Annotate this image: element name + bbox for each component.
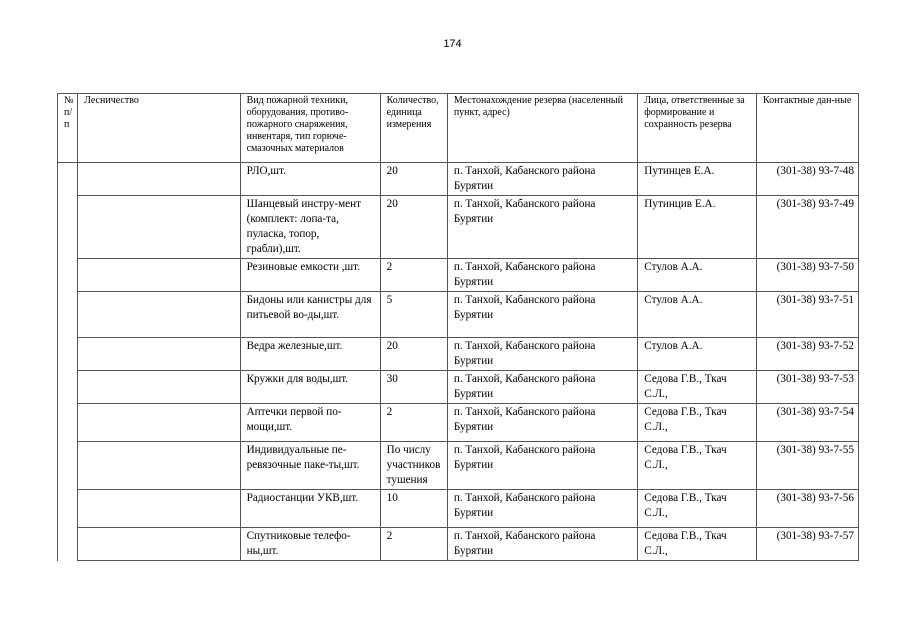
table-row bbox=[58, 528, 859, 561]
header-quantity: Количество, единица измерения bbox=[380, 94, 447, 163]
row-person-cell: Стулов А.А. bbox=[638, 292, 757, 338]
row-phone-cell: (301-38) 93-7-51 bbox=[757, 292, 859, 338]
row-num-cell bbox=[58, 338, 78, 371]
row-num-cell bbox=[58, 292, 78, 338]
row-qty-cell: 20 bbox=[380, 338, 447, 371]
row-location-cell: п. Танхой, Кабанского района Бурятии bbox=[447, 528, 637, 561]
row-phone-cell: (301-38) 93-7-57 bbox=[757, 528, 859, 561]
row-phone-cell: (301-38) 93-7-53 bbox=[757, 371, 859, 404]
table-row bbox=[58, 292, 859, 338]
row-person-cell: Седова Г.В., Ткач С.Л., bbox=[638, 371, 757, 404]
table-row bbox=[58, 442, 859, 490]
row-num-cell bbox=[58, 163, 78, 196]
row-forestry-cell bbox=[78, 338, 240, 371]
row-item-cell: РЛО,шт. bbox=[240, 163, 380, 196]
row-forestry-cell bbox=[78, 259, 240, 292]
row-phone-cell: (301-38) 93-7-52 bbox=[757, 338, 859, 371]
row-phone-cell: (301-38) 93-7-56 bbox=[757, 490, 859, 528]
row-qty-cell: 2 bbox=[380, 259, 447, 292]
page-number: 174 bbox=[443, 38, 462, 50]
row-num-cell bbox=[58, 371, 78, 404]
row-qty-cell: 2 bbox=[380, 528, 447, 561]
header-contacts: Контактные дан-ные bbox=[757, 94, 859, 163]
row-qty-cell: 20 bbox=[380, 196, 447, 259]
row-num-cell bbox=[58, 196, 78, 259]
row-location-cell: п. Танхой, Кабанского района Бурятии bbox=[447, 259, 637, 292]
row-qty-cell: По числу участников тушения bbox=[380, 442, 447, 490]
table-row bbox=[58, 259, 859, 292]
row-location-cell: п. Танхой, Кабанского района Бурятии bbox=[447, 404, 637, 442]
row-location-cell: п. Танхой, Кабанского района Бурятии bbox=[447, 338, 637, 371]
row-item-cell: Аптечки первой по-мощи,шт. bbox=[240, 404, 380, 442]
row-qty-cell: 2 bbox=[380, 404, 447, 442]
row-num-cell bbox=[58, 259, 78, 292]
row-location-cell: п. Танхой, Кабанского района Бурятии bbox=[447, 292, 637, 338]
row-location-cell: п. Танхой, Кабанского района Бурятии bbox=[447, 371, 637, 404]
row-phone-cell: (301-38) 93-7-54 bbox=[757, 404, 859, 442]
row-item-cell: Радиостанции УКВ,шт. bbox=[240, 490, 380, 528]
row-phone-cell: (301-38) 93-7-49 bbox=[757, 196, 859, 259]
table-row bbox=[58, 338, 859, 371]
row-phone-cell: (301-38) 93-7-48 bbox=[757, 163, 859, 196]
row-location-cell: п. Танхой, Кабанского района Бурятии bbox=[447, 490, 637, 528]
row-num-cell bbox=[58, 490, 78, 528]
row-phone-cell: (301-38) 93-7-55 bbox=[757, 442, 859, 490]
row-location-cell: п. Танхой, Кабанского района Бурятии bbox=[447, 442, 637, 490]
table-row bbox=[58, 404, 859, 442]
header-responsible: Лица, ответственные за формирование и сохранность резерва bbox=[638, 94, 757, 163]
header-num: № п/п bbox=[58, 94, 78, 163]
row-item-cell: Ведра железные,шт. bbox=[240, 338, 380, 371]
table-row bbox=[58, 163, 859, 196]
header-location: Местонахождение резерва (населенный пункт, адрес) bbox=[447, 94, 637, 163]
row-num-cell bbox=[58, 442, 78, 490]
row-location-cell: п. Танхой, Кабанского района Бурятии bbox=[447, 196, 637, 259]
row-num-cell bbox=[58, 528, 78, 561]
row-forestry-cell bbox=[78, 528, 240, 561]
row-person-cell: Стулов А.А. bbox=[638, 338, 757, 371]
row-qty-cell: 20 bbox=[380, 163, 447, 196]
row-person-cell: Седова Г.В., Ткач С.Л., bbox=[638, 528, 757, 561]
row-phone-cell: (301-38) 93-7-50 bbox=[757, 259, 859, 292]
row-person-cell: Путинцев Е.А. bbox=[638, 163, 757, 196]
row-forestry-cell bbox=[78, 490, 240, 528]
row-person-cell: Седова Г.В., Ткач С.Л., bbox=[638, 490, 757, 528]
table-header-row bbox=[58, 94, 859, 163]
table-row bbox=[58, 196, 859, 259]
row-item-cell: Спутниковые телефо-ны,шт. bbox=[240, 528, 380, 561]
header-equipment-type: Вид пожарной техники, оборудования, противо-пожарного снаряжения, инвентаря, тип горюче-смазочных материалов bbox=[240, 94, 380, 163]
row-person-cell: Седова Г.В., Ткач С.Л., bbox=[638, 404, 757, 442]
table-row bbox=[58, 371, 859, 404]
table-row bbox=[58, 490, 859, 528]
row-forestry-cell bbox=[78, 442, 240, 490]
row-person-cell: Седова Г.В., Ткач С.Л., bbox=[638, 442, 757, 490]
header-forestry: Лесничество bbox=[78, 94, 240, 163]
table-body bbox=[58, 163, 859, 561]
row-forestry-cell bbox=[78, 163, 240, 196]
row-qty-cell: 30 bbox=[380, 371, 447, 404]
fire-equipment-reserve-table bbox=[57, 93, 859, 561]
row-qty-cell: 5 bbox=[380, 292, 447, 338]
row-item-cell: Резиновые емкости ,шт. bbox=[240, 259, 380, 292]
row-forestry-cell bbox=[78, 292, 240, 338]
row-forestry-cell bbox=[78, 196, 240, 259]
row-item-cell: Кружки для воды,шт. bbox=[240, 371, 380, 404]
row-person-cell: Стулов А.А. bbox=[638, 259, 757, 292]
row-num-cell bbox=[58, 404, 78, 442]
row-item-cell: Индивидуальные пе-ревязочные паке-ты,шт. bbox=[240, 442, 380, 490]
row-item-cell: Шанцевый инстру-мент (комплект: лопа-та, пуласка, топор, грабли),шт. bbox=[240, 196, 380, 259]
row-qty-cell: 10 bbox=[380, 490, 447, 528]
row-person-cell: Путинцив Е.А. bbox=[638, 196, 757, 259]
row-forestry-cell bbox=[78, 371, 240, 404]
row-forestry-cell bbox=[78, 404, 240, 442]
row-item-cell: Бидоны или канистры для питьевой во-ды,шт. bbox=[240, 292, 380, 338]
row-location-cell: п. Танхой, Кабанского района Бурятии bbox=[447, 163, 637, 196]
